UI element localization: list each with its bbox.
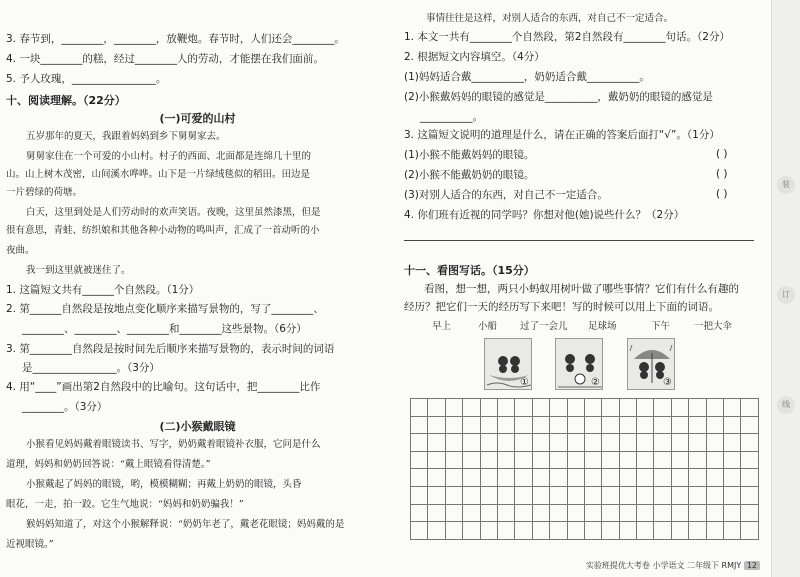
question-2: ________、________、________和________这些景物。（6分） (22, 323, 307, 335)
word-bank-item: 早上 (432, 321, 452, 332)
section-10-title: 十、阅读理解。（22分） (6, 94, 126, 107)
page-footer (586, 560, 760, 571)
word-bank-item: 下午 (651, 321, 671, 332)
question-b4: 4. 你们班有近视的同学吗？你想对他(她)说些什么？（2分） (404, 209, 685, 221)
passage-2-title: (二)小猴戴眼镜 (159, 420, 236, 433)
question-b2-2: (2)小猴戴妈妈的眼镜的感觉是__________，戴奶奶的眼镜的感觉是 (404, 91, 713, 103)
passage-1-line: 很有意思，青蛙、纺织娘和其他各种小动物的鸣叫声，汇成了一首动听的小 (6, 225, 320, 236)
page-number: 12 (744, 561, 760, 570)
q5: 5. 予人玫瑰，________________。 (6, 73, 167, 85)
writing-instruction: 经历？把它们一天的经历写下来吧！写的时候可以用上下面的词语。 (404, 301, 719, 313)
passage-1-line: 舅舅家住在一个可爱的小山村。村子的西面、北面都是连绵几十里的 (26, 151, 312, 162)
word-bank-item: 小船 (478, 321, 498, 332)
option-3: (3)对别人适合的东西，对自己不一定适合。 (404, 189, 608, 201)
section-11-title: 十一、看图写话。（15分） (404, 264, 535, 277)
passage-2-line: 眼花，一走，拍一跤。它生气地说：“妈妈和奶奶骗我！” (6, 499, 244, 510)
footer-text: 实验班提优大考卷 小学语文 二年级下 RMJY (585, 561, 742, 570)
picture-number: ① (520, 377, 529, 388)
passage-1-line: 五岁那年的夏天，我跟着妈妈到乡下舅舅家去。 (26, 131, 226, 142)
q3: 3. 春节到，________，________，放鞭炮。春节时，人们还会________。 (6, 33, 345, 45)
word-bank-item: 一把大伞 (694, 321, 733, 332)
option-1: (1)小猴不能戴妈妈的眼镜。 (404, 149, 535, 161)
answer-paren[interactable]: ( ) (716, 148, 728, 160)
binding-margin (771, 0, 800, 577)
picture-number: ② (591, 377, 600, 388)
question-b2-2: __________。 (420, 111, 483, 123)
question-3: 3. 第________自然段是按时间先后顺序来描写景物的，表示时间的词语 (6, 343, 335, 355)
picture-2 (555, 338, 603, 390)
answer-paren[interactable]: ( ) (716, 188, 728, 200)
passage-2-line: 道理，妈妈和奶奶回答说：“戴上眼镜看得清楚。” (6, 459, 211, 470)
passage-1-line: 我一到这里就被迷住了。 (26, 265, 131, 276)
passage-2-line: 事情往往是这样，对别人适合的东西，对自己不一定适合。 (426, 13, 674, 24)
question-b3: 3. 这篇短文说明的道理是什么，请在正确的答案后面打“√”。（1分） (404, 129, 720, 141)
binding-label: 订 (777, 286, 795, 304)
passage-2-line: 猴妈妈知道了，对这个小猴解释说：“奶奶年老了，戴老花眼镜；妈妈戴的是 (26, 519, 345, 530)
question-b2: 2. 根据短文内容填空。（4分） (404, 51, 545, 63)
question-4: ________。（3分） (22, 401, 108, 413)
question-1: 1. 这篇短文共有______个自然段。（1分） (6, 284, 200, 296)
question-2: 2. 第______自然段是按地点变化顺序来描写景物的，写了________、 (6, 303, 324, 315)
picture-1 (484, 338, 532, 390)
passage-1-title: (一)可爱的山村 (159, 112, 236, 125)
picture-3 (627, 338, 675, 390)
binding-label: 装 (777, 176, 795, 194)
passage-2-line: 近视眼镜。” (6, 539, 54, 550)
word-bank-item: 过了一会儿 (520, 321, 568, 332)
question-4: 4. 用“____”画出第2自然段中的比喻句。这句话中，把________比作 (6, 381, 321, 393)
passage-1-line: 白天，这里到处是人们劳动时的欢声笑语。夜晚，这里虽然漆黑，但是 (26, 207, 321, 218)
answer-line[interactable] (404, 240, 754, 241)
binding-label: 线 (777, 396, 795, 414)
passage-1-line: 山。山上树木茂密，山间溪水哗哗。山下是一片绿绒毯似的稻田。田边是 (6, 169, 311, 180)
question-3: 是________________。（3分） (22, 362, 160, 374)
question-b1: 1. 本文一共有________个自然段，第2自然段有________句话。（2分） (404, 31, 730, 43)
word-bank-item: 足球场 (588, 321, 617, 332)
writing-grid[interactable] (410, 398, 759, 540)
question-b2-1: (1)妈妈适合戴__________，奶奶适合戴__________。 (404, 71, 650, 83)
picture-number: ③ (663, 377, 672, 388)
passage-1-line: 夜曲。 (6, 245, 35, 256)
q4: 4. 一块________的糕，经过________人的劳动，才能摆在我们面前。 (6, 53, 324, 65)
option-2: (2)小猴不能戴奶奶的眼镜。 (404, 169, 535, 181)
passage-2-line: 小猴看见妈妈戴着眼镜读书、写字，奶奶戴着眼镜补衣服，它问是什么 (26, 439, 321, 450)
passage-1-line: 一片碧绿的荷塘。 (6, 187, 83, 198)
passage-2-line: 小猴戴起了妈妈的眼镜，哟，模模糊糊；再戴上奶奶的眼镜，头昏 (26, 479, 302, 490)
writing-instruction: 看图，想一想，两只小蚂蚁用树叶做了哪些事情？它们有什么有趣的 (424, 283, 739, 295)
answer-paren[interactable]: ( ) (716, 168, 728, 180)
